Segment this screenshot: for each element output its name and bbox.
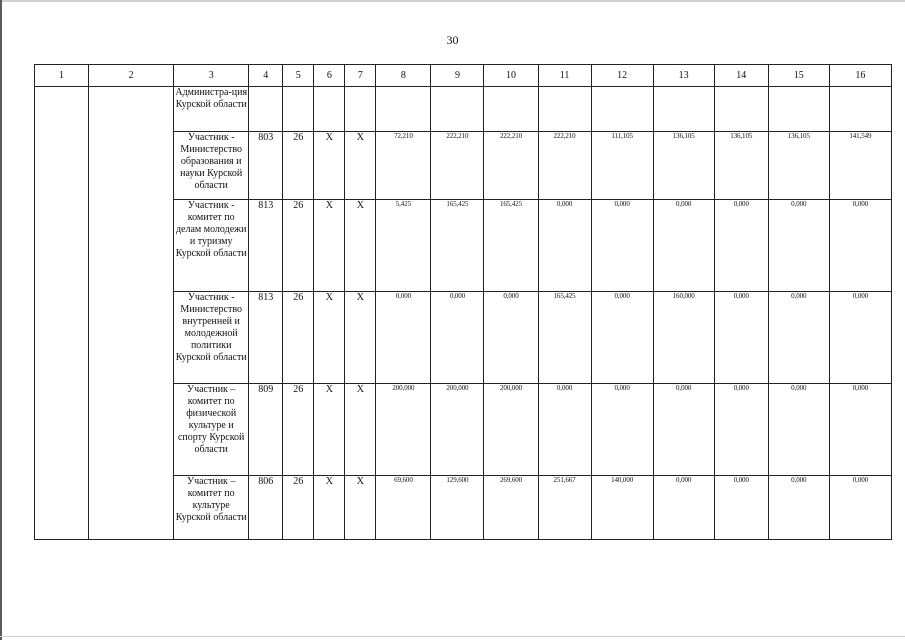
value-cell [431,87,484,132]
header-cell: 16 [829,65,891,87]
participant-name: Участник – комитет по физической культуре и спорту Курской области [174,384,249,476]
code-cell: Х [345,476,376,540]
value-cell [376,87,431,132]
budget-table [34,64,892,540]
value-cell: 0,000 [714,476,768,540]
value-cell: 141,549 [829,132,891,200]
value-cell: 0,000 [829,292,891,384]
value-cell: 0,000 [768,384,829,476]
value-cell: 222,210 [538,132,591,200]
header-cell: 9 [431,65,484,87]
header-cell: 11 [538,65,591,87]
code-cell: Х [345,384,376,476]
code-cell: Х [314,132,345,200]
value-cell: 0,000 [591,384,653,476]
value-cell [714,87,768,132]
value-cell [484,87,538,132]
header-cell: 1 [35,65,89,87]
value-cell: 0,000 [591,292,653,384]
value-cell: 136,105 [653,132,714,200]
header-cell: 14 [714,65,768,87]
value-cell: 251,667 [538,476,591,540]
scan-left-edge [0,0,2,640]
code-cell: Х [314,476,345,540]
header-row [35,65,892,87]
code-cell: Х [314,384,345,476]
code-cell: 26 [283,200,314,292]
value-cell: 72,210 [376,132,431,200]
header-cell: 5 [283,65,314,87]
value-cell: 0,000 [714,384,768,476]
participant-name: Участник - Министерство образования и науки Курской области [174,132,249,200]
value-cell [591,87,653,132]
value-cell: 222,210 [431,132,484,200]
value-cell: 111,105 [591,132,653,200]
code-cell: Х [314,292,345,384]
bottom-rule [0,636,905,637]
participant-name: Участник - комитет по делам молодежи и туризму Курской области [174,200,249,292]
header-cell: 3 [174,65,249,87]
value-cell: 136,105 [768,132,829,200]
value-cell: 0,000 [653,384,714,476]
value-cell: 165,425 [484,200,538,292]
header-cell: 8 [376,65,431,87]
code-cell [283,87,314,132]
header-cell: 13 [653,65,714,87]
header-cell: 6 [314,65,345,87]
value-cell: 129,600 [431,476,484,540]
header-cell: 4 [249,65,283,87]
value-cell: 0,000 [538,200,591,292]
participant-name: Администра-ция Курской области [174,87,249,132]
value-cell: 0,000 [591,200,653,292]
page-number: 30 [446,33,459,47]
participant-name: Участник – комитет по культуре Курской области [174,476,249,540]
value-cell: 0,000 [714,292,768,384]
header-cell: 12 [591,65,653,87]
code-cell: 26 [283,292,314,384]
value-cell: 0,000 [653,200,714,292]
header-cell: 10 [484,65,538,87]
value-cell [538,87,591,132]
value-cell: 136,105 [714,132,768,200]
value-cell: 269,600 [484,476,538,540]
value-cell: 0,000 [484,292,538,384]
value-cell: 0,000 [768,476,829,540]
value-cell: 69,600 [376,476,431,540]
value-cell: 0,000 [829,476,891,540]
value-cell: 140,000 [591,476,653,540]
value-cell: 165,425 [538,292,591,384]
code-cell: Х [314,200,345,292]
table-row [35,87,892,132]
value-cell: 222,210 [484,132,538,200]
code-cell: 813 [249,200,283,292]
code-cell: 26 [283,476,314,540]
value-cell [829,87,891,132]
value-cell: 200,000 [431,384,484,476]
merged-cell-col2 [89,87,174,540]
value-cell: 0,000 [829,384,891,476]
header-cell: 2 [89,65,174,87]
code-cell: 813 [249,292,283,384]
value-cell: 0,000 [714,200,768,292]
participant-name: Участник - Министерство внутренней и молодежной политики Курской области [174,292,249,384]
value-cell: 165,425 [431,200,484,292]
code-cell: 26 [283,384,314,476]
code-cell [345,87,376,132]
value-cell: 5,425 [376,200,431,292]
code-cell [249,87,283,132]
value-cell: 0,000 [431,292,484,384]
code-cell: 809 [249,384,283,476]
code-cell [314,87,345,132]
value-cell: 0,000 [376,292,431,384]
value-cell [653,87,714,132]
value-cell: 0,000 [829,200,891,292]
value-cell: 0,000 [768,292,829,384]
value-cell: 200,000 [484,384,538,476]
code-cell: Х [345,200,376,292]
top-rule [0,0,905,2]
code-cell: 803 [249,132,283,200]
value-cell: 0,000 [538,384,591,476]
value-cell: 0,000 [653,476,714,540]
code-cell: 806 [249,476,283,540]
code-cell: Х [345,292,376,384]
header-cell: 7 [345,65,376,87]
header-cell: 15 [768,65,829,87]
merged-cell-col1 [35,87,89,540]
code-cell: Х [345,132,376,200]
value-cell [768,87,829,132]
value-cell: 200,000 [376,384,431,476]
code-cell: 26 [283,132,314,200]
value-cell: 160,000 [653,292,714,384]
value-cell: 0,000 [768,200,829,292]
